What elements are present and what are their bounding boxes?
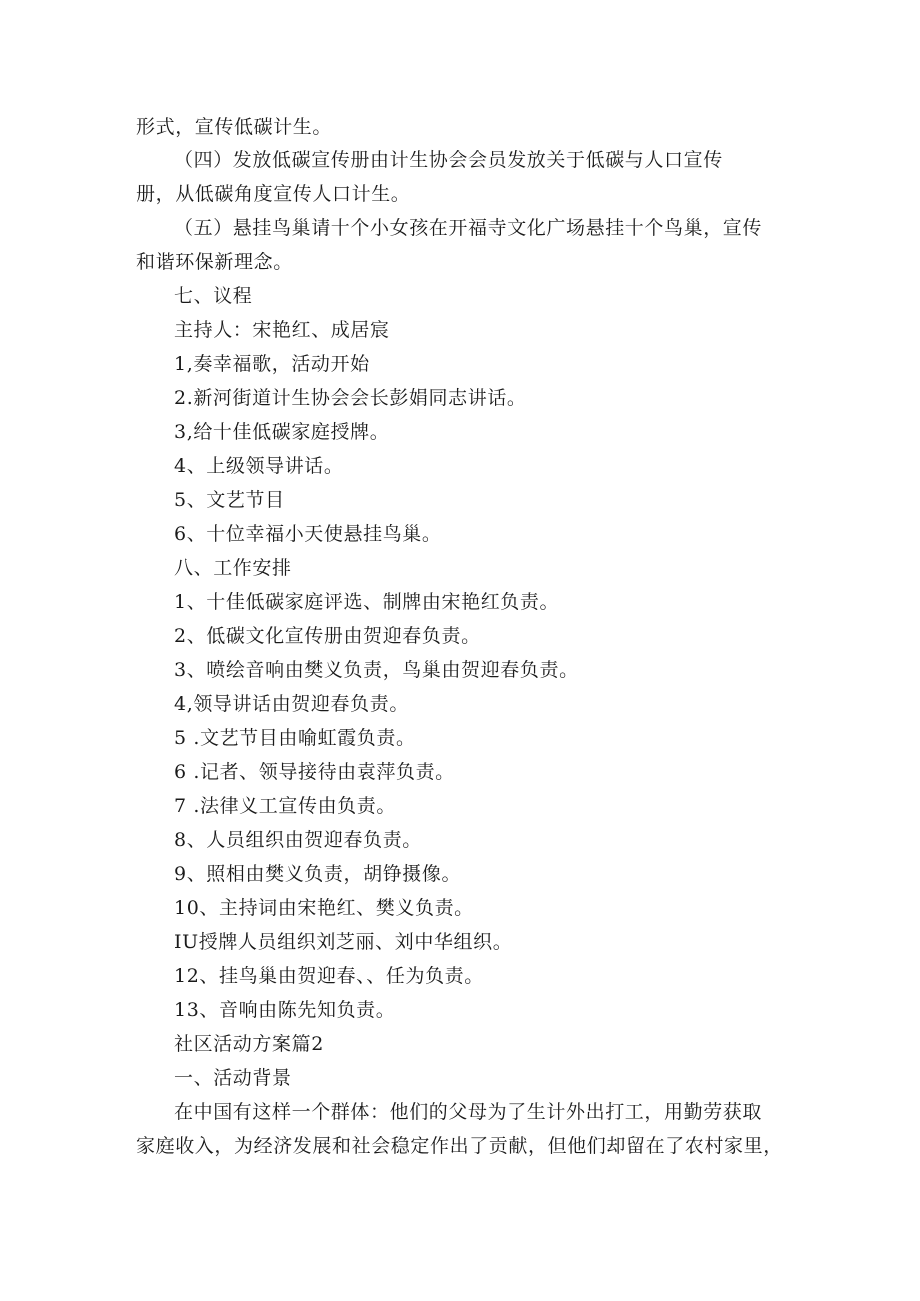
task-item: 13、音响由陈先知负责。 <box>174 999 396 1021</box>
paragraph-line: 和谐环保新理念。 <box>136 251 293 273</box>
paragraph-line: （五）悬挂鸟巢请十个小女孩在开福寺文化广场悬挂十个鸟巢，宣传 <box>174 217 763 239</box>
agenda-item: 5、文艺节目 <box>174 489 285 511</box>
agenda-item: 3,给十佳低碳家庭授牌。 <box>174 421 390 443</box>
task-item: 12、挂鸟巢由贺迎春、、任为负责。 <box>174 965 484 987</box>
paragraph-line: 形式，宣传低碳计生。 <box>136 116 333 138</box>
task-item: 8、人员组织由贺迎春负责。 <box>174 829 422 851</box>
agenda-item: 2.新河街道计生协会会长彭娟同志讲话。 <box>174 387 527 409</box>
paragraph-line: 在中国有这样一个群体：他们的父母为了生计外出打工，用勤劳获取 <box>174 1101 763 1123</box>
paragraph-line: 册，从低碳角度宣传人口计生。 <box>136 183 411 205</box>
section-heading: 八、工作安排 <box>174 557 292 579</box>
task-item: 3、喷绘音响由樊义负责，鸟巢由贺迎春负责。 <box>174 659 579 681</box>
agenda-item: 4、上级领导讲话。 <box>174 455 344 477</box>
task-item: 1、十佳低碳家庭评选、制牌由宋艳红负责。 <box>174 591 560 613</box>
task-item: 2、低碳文化宣传册由贺迎春负责。 <box>174 625 481 647</box>
task-item: 4,领导讲话由贺迎春负责。 <box>174 693 409 715</box>
task-item: 9、照相由樊义负责，胡铮摄像。 <box>174 863 462 885</box>
paragraph-line: 家庭收入，为经济发展和社会稳定作出了贡献，但他们却留在了农村家里， <box>136 1135 783 1157</box>
agenda-item: 6、十位幸福小天使悬挂鸟巢。 <box>174 523 442 545</box>
task-item: 5 .文艺节目由喻虹霞负责。 <box>174 727 416 749</box>
task-item: 7 .法律义工宣传由负责。 <box>174 795 396 817</box>
host-line: 主持人：宋艳红、成居宸 <box>174 319 390 341</box>
task-item: 6 .记者、领导接待由袁萍负责。 <box>174 761 455 783</box>
task-item: 10、主持词由宋艳红、樊义负责。 <box>174 897 474 919</box>
paragraph-line: （四）发放低碳宣传册由计生协会会员发放关于低碳与人口宣传 <box>174 149 723 171</box>
task-item: IU授牌人员组织刘芝丽、刘中华组织。 <box>174 931 513 953</box>
agenda-item: 1,奏幸福歌，活动开始 <box>174 353 370 375</box>
section-heading: 七、议程 <box>174 285 253 307</box>
section-heading: 一、活动背景 <box>174 1067 292 1089</box>
section-title: 社区活动方案篇2 <box>174 1033 324 1055</box>
